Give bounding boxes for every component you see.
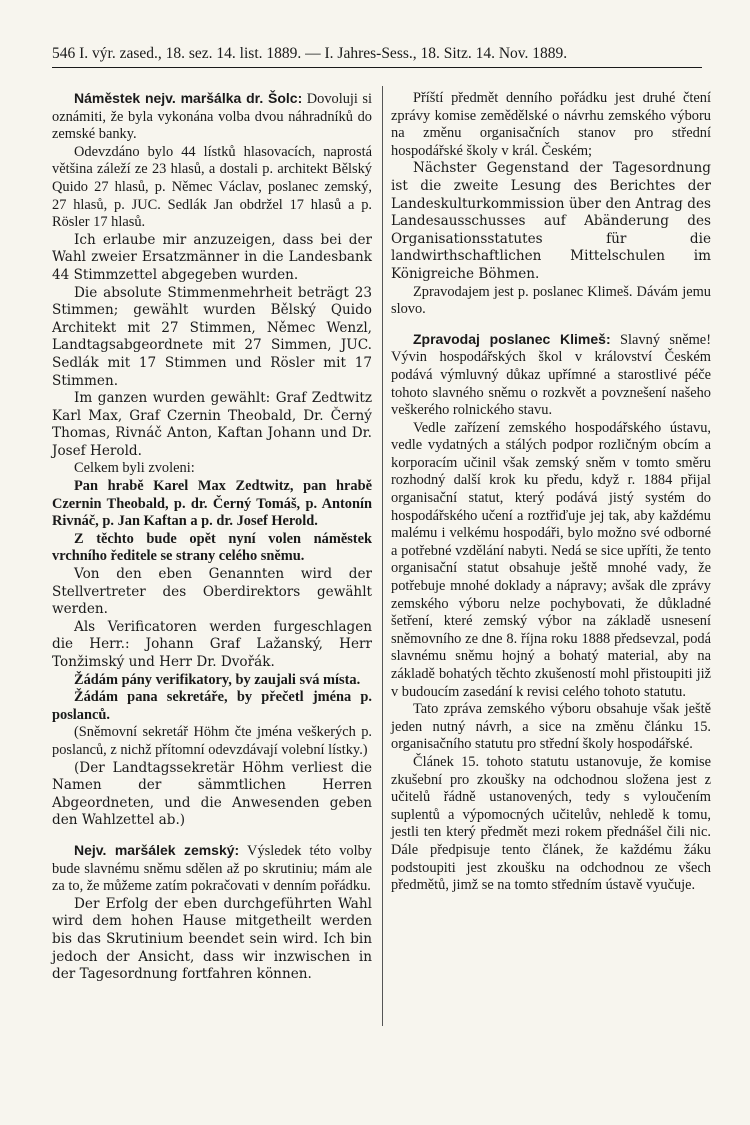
paragraph-text: Von den eben Genannten wird der Stellvertreter des Oberdirektors gewählt werden. [52,566,372,618]
paragraph-text: Zpravodajem jest p. poslanec Klimeš. Dávám jemu slovo. [391,283,711,318]
paragraph-text: Žádám pana sekretáře, by přečetl jména p. poslanců. [52,689,372,723]
paragraph [52,689,372,724]
paragraph [52,619,372,672]
paragraph-text: Odevzdáno bylo 44 lístků hlasovacích, naprostá většina záleží ze 23 hlasů, a dostali p. architekt Bělský Quido 27 hlasů, p. Němec Václav, poslanec zemský, 27 hlasů, p. JUC. Sedlák Jan obdržel 17 hlasů a p. Rösler 17 hlasů. [52,143,372,231]
paragraph-text: (Der Landtagssekretär Höhm verliest die Namen der sämmtlichen Herren Abgeordneten, und die Anwesenden geben den Wahlzettel ab.) [52,759,372,829]
paragraph-text: Der Erfolg der eben durchgeführten Wahl wird dem hohen Hause mitgetheilt werden bis das Skrutinium beendet sein wird. Ich bin jedoch der Ansicht, dass wir inzwischen in der Tagesordnung fortfahren können. [52,895,372,983]
paragraph [52,478,372,531]
speaker-name: Zpravodaj poslanec Klimeš: [413,330,611,347]
paragraph-text: Pan hrabě Karel Max Zedtwitz, pan hrabě Czernin Theobald, p. dr. Černý Tomáš, p. Antonín Rivnáč, p. Jan Kaftan a p. dr. Josef Herold. [52,478,372,530]
paragraph [52,896,372,984]
paragraph [391,331,711,420]
paragraph-text: Z těchto bude opět nyní volen náměstek vrchního ředitele se strany celého sněmu. [52,530,372,565]
paragraph-text: Im ganzen wurden gewählt: Graf Zedtwitz Karl Max, Graf Czernin Theobald, Dr. Černý Thomas, Rivnáč Anton, Kaftan Johann und Dr. Josef Herold. [52,390,372,459]
paragraph-text: Výsledek této volby bude slavnému sněmu sdělen až po skrutiniu; mám ale za to, že můžeme zatím pokračovati v denním pořádku. [52,842,372,895]
paragraph [52,724,372,759]
paragraph-text: Nächster Gegenstand der Tagesordnung ist die zweite Lesung des Berichtes der Landeskulturkommission über den Antrag des Landesausschusses auf Abänderung des Organisationsstatutes für die landwirthschaftlichen Mittelschulen im Königreiche Böhmen. [391,160,711,282]
paragraph [52,285,372,391]
paragraph-text: Celkem byli zvoleni: [74,460,195,477]
paragraph-text: Žádám pány verifikatory, by zaujali svá místa. [74,671,361,688]
paragraph [52,531,372,566]
right-column [391,90,711,895]
paragraph [391,754,711,895]
paragraph [391,284,711,319]
paragraph [391,701,711,754]
paragraph-text: Die absolute Stimmenmehrheit beträgt 23 Stimmen; gewählt wurden Bělský Quido Architekt mit 27 Stimmen, Němec Wenzl, Landtagsabgeordnete mit 27 Simmen, JUC. Sedlák mit 17 Stimmen und Rösler mit 17 Stimmen. [52,284,372,389]
paragraph-text: Článek 15. tohoto statutu ustanovuje, že komise zkušební pro zkoušky na odchodnou složena jest z učitelů řádně ustanovených, tedy s vyloučením suplentů a výpomocných učitelův, nehledě k tomu, jestli ten který předmět mezi rokem přednášel čili nic. Dále předpisuje tento článek, že každému žáku podstoupiti jest zkoušku na odchodnou ze všech předmětů, jimž se na tomto středním ústavě vyučuje. [391,753,711,894]
paragraph [52,90,372,144]
paragraph [52,460,372,478]
paragraph [52,760,372,830]
paragraph-text: Als Verificatoren werden furgeschlagen die Herr.: Johann Graf Lažanský, Herr Tonžimský und Herr Dr. Dvořák. [52,618,372,670]
speaker-name: Nejv. maršálek zemský: [74,841,240,858]
paragraph [52,232,372,285]
paragraph [52,566,372,619]
paragraph [391,420,711,702]
paragraph [52,390,372,460]
paragraph [391,90,711,160]
left-column [52,90,372,984]
paragraph-text: Slavný sněme! Vývin hospodářských škol v království Českém podává výmluvný důkaz upřímné a starostlivé péče tohoto slavného sněmu o rozkvět a povznešení našeho veškerého rolnického stavu. [391,331,711,419]
paragraph [52,144,372,232]
paragraph [52,672,372,690]
page-header: 546 I. výr. zased., 18. sez. 14. list. 1889. — I. Jahres-Sess., 18. Sitz. 14. Nov. 1889. [52,44,702,68]
paragraph-text: Vedle zařízení zemského hospodářského ústavu, vedle vydatných a stálých podpor rozličným obcím a korporacím učinil však zemský sněm v tomto směru rozhodný další krok ku předu, když r. 1884 přijal organisační statut, který podává jistý systém do hospodářského učení a roztřiďuje jej tak, aby každému malému i velkému hospodáři, bylo možno své odborné a potřebné vzdělání nabyti. Nedá se sice upříti, že tento organisační statut obsahuje ještě mnohé vady, že potřebuje mnohé doklady a nápravy; avšak dle zprávy zemského výboru nelze pochybovati, že důkladné šetření, které zemský výbor na základě usnesení sněmovního ze dne 8. října roku 1888 předsevzal, podá slavnému sněmu hojný a bohatý material, aby na základě bohatých těchto zkušeností mohl přistoupiti již v budoucím zasedání k revisi celého tohoto statutu. [391,419,711,700]
paragraph-text: (Sněmovní sekretář Höhm čte jména veškerých p. poslanců, z nichž přítomní odevzdávají volební lístky.) [52,724,372,758]
column-divider [382,86,383,1026]
paragraph-text: Dovoluji si oznámiti, že byla vykonána volba dvou náhradníků do zemské banky. [52,91,372,143]
paragraph-text: Ich erlaube mir anzuzeigen, dass bei der Wahl zweier Ersatzmänner in die Landesbank 44 Stimmzettel abgegeben wurden. [52,231,372,283]
speaker-name: Náměstek nejv. maršálka dr. Šolc: [74,90,303,106]
paragraph [52,842,372,896]
paragraph-text: Tato zpráva zemského výboru obsahuje však ještě jeden nutný návrh, a sice na změnu článku 15. organisačního statutu pro střední školy hospodářské. [391,701,711,753]
paragraph [391,160,711,283]
paragraph-text: Příští předmět denního pořádku jest druhé čtení zprávy komise zemědělské o návrhu zemského výboru na změnu organisačních stanov pro střední hospodářské školy v král. Českém; [391,90,711,159]
